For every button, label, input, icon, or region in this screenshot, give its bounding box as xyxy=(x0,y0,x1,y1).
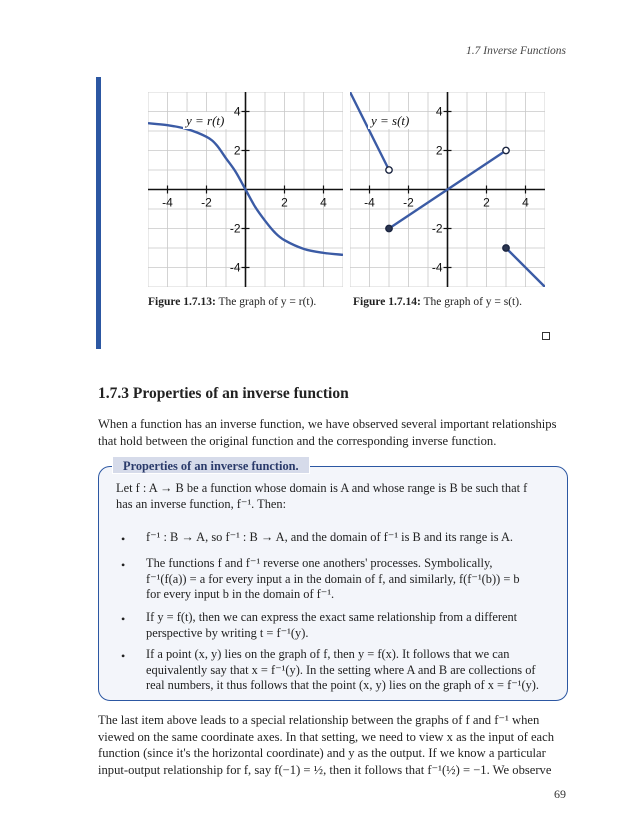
closed-endpoint xyxy=(503,245,509,251)
figure-1-7-14-caption xyxy=(353,296,522,308)
graph-r-plot xyxy=(148,92,343,287)
property-item-1 xyxy=(146,530,550,546)
lead-line: Let f : A → B be a function whose domain is A and whose range is B be such that f xyxy=(116,481,528,495)
property-line: perspective by writing t = f⁻¹(y). xyxy=(146,625,309,640)
open-endpoint xyxy=(386,167,392,173)
y-tick-label: 4 xyxy=(233,104,241,119)
properties-lead xyxy=(116,481,552,512)
x-tick-label: -4 xyxy=(162,195,173,210)
section-title: 1.7.3 Properties of an inverse function xyxy=(98,385,349,402)
y-tick-label: 4 xyxy=(435,104,443,119)
closing-paragraph xyxy=(98,712,568,778)
x-tick-label: 4 xyxy=(320,195,327,210)
figure-1-7-14-caption-label: Figure 1.7.14: xyxy=(353,296,421,308)
closing-line: viewed on the same coordinate axes. In that setting, we need to view x as the input of each xyxy=(98,729,555,744)
property-line: If a point (x, y) lies on the graph of f, then y = f(x). It follows that we can xyxy=(146,647,510,661)
intro-paragraph xyxy=(98,416,568,449)
y-tick-label: 2 xyxy=(233,143,241,158)
curve-label: y = s(t) xyxy=(371,113,410,128)
x-tick-label: -2 xyxy=(201,195,212,210)
figure-1-7-14-caption-text: The graph of y = s(t). xyxy=(423,296,522,308)
property-line: f⁻¹(f(a)) = a for every input a in the domain of f, and similarly, f(f⁻¹(b)) = b xyxy=(146,571,520,586)
property-line: The functions f and f⁻¹ reverse one anothers' processes. Symbolically, xyxy=(146,556,493,570)
property-item-3 xyxy=(146,610,550,641)
figure-1-7-13 xyxy=(148,92,343,287)
property-line: real numbers, it thus follows that the point (x, y) lies on the graph of x = f⁻¹(y). xyxy=(146,678,540,692)
property-line: f⁻¹ : B → A, so f⁻¹ : B → A, and the domain of f⁻¹ is B and its range is A. xyxy=(146,530,514,544)
figure-1-7-13-caption-text: The graph of y = r(t). xyxy=(218,296,317,308)
x-tick-label: 2 xyxy=(483,195,490,210)
property-line: If y = f(t), then we can express the exact same relationship from a different xyxy=(146,610,518,624)
closing-line: function (since it's the horizontal coordinate) and y as the output. If we know a particular xyxy=(98,746,546,760)
y-tick-label: -4 xyxy=(431,260,443,275)
intro-line: When a function has an inverse function, we have observed several important relationships xyxy=(98,417,557,431)
bullet-dot: • xyxy=(121,532,126,546)
y-tick-label: -2 xyxy=(431,221,443,236)
property-line: for every input b in the domain of f⁻¹. xyxy=(146,587,335,601)
bullet-dot: • xyxy=(121,558,126,572)
bullet-dot: • xyxy=(121,612,126,626)
curve-label: y = r(t) xyxy=(186,113,225,128)
bullet-dot: • xyxy=(121,649,126,663)
x-tick-label: 2 xyxy=(281,195,288,210)
y-tick-label: -4 xyxy=(229,260,241,275)
x-tick-label: -2 xyxy=(403,195,414,210)
page-number: 69 xyxy=(554,787,566,801)
closing-line: input-output relationship for f, say f(−1) = ½, then it follows that f⁻¹(½) = −1. We observe xyxy=(98,762,552,777)
lead-line: has an inverse function, f⁻¹. Then: xyxy=(116,496,287,511)
running-head: 1.7 Inverse Functions xyxy=(466,45,566,57)
y-tick-label: 2 xyxy=(435,143,443,158)
y-tick-label: -2 xyxy=(229,221,241,236)
x-tick-label: -4 xyxy=(364,195,375,210)
end-of-example-marker xyxy=(542,332,550,340)
figure-1-7-13-caption xyxy=(148,296,316,308)
property-item-4 xyxy=(146,647,550,694)
x-tick-label: 4 xyxy=(522,195,529,210)
closed-endpoint xyxy=(386,225,392,231)
properties-box-title: Properties of an inverse function. xyxy=(112,456,310,474)
closing-line: The last item above leads to a special relationship between the graphs of f and f⁻¹ when xyxy=(98,713,540,727)
open-endpoint xyxy=(503,147,509,153)
graph-s-plot xyxy=(350,92,545,287)
figure-1-7-14 xyxy=(350,92,545,287)
figure-1-7-13-caption-label: Figure 1.7.13: xyxy=(148,296,216,308)
property-line: equivalently say that x = f⁻¹(y). In the setting where A and B are collections of xyxy=(146,662,536,677)
margin-bar xyxy=(96,77,101,349)
property-item-2 xyxy=(146,556,550,603)
intro-line: that hold between the original function and the corresponding inverse function. xyxy=(98,433,497,448)
